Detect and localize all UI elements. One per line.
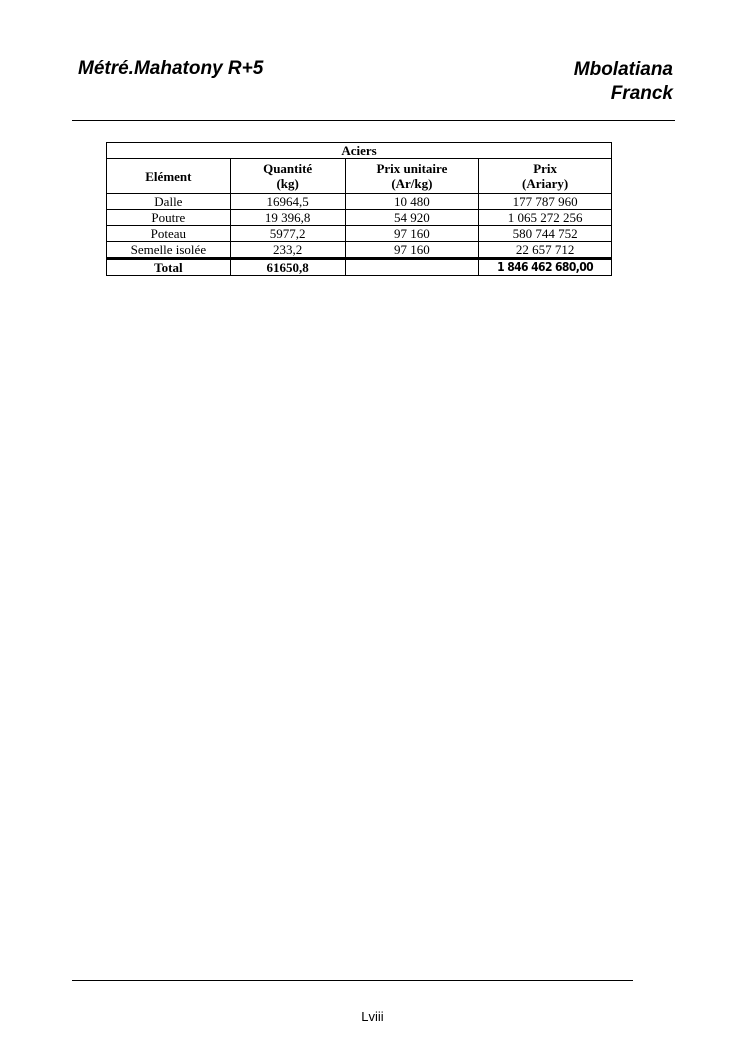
column-header-unit-price: Prix unitaire (Ar/kg) (345, 159, 479, 194)
table-row (107, 242, 612, 259)
cell-quantity: 5977,2 (230, 226, 345, 242)
cell-price: 580 744 752 (479, 226, 612, 242)
cell-element: Semelle isolée (107, 242, 231, 259)
steel-cost-table (106, 142, 612, 276)
table-caption: Aciers (107, 143, 612, 159)
cell-quantity: 19 396,8 (230, 210, 345, 226)
total-row (107, 259, 612, 276)
footer-divider (72, 980, 633, 981)
cell-price: 1 065 272 256 (479, 210, 612, 226)
table-row (107, 226, 612, 242)
cell-unit-price: 97 160 (345, 242, 479, 259)
total-unit-price (345, 259, 479, 276)
author-second-line: Franck (610, 83, 673, 104)
cell-unit-price: 54 920 (345, 210, 479, 226)
cell-element: Dalle (107, 194, 231, 210)
column-header-quantity: Quantité (kg) (230, 159, 345, 194)
document-title: Métré.Mahatony R+5 (78, 58, 264, 79)
cell-unit-price: 10 480 (345, 194, 479, 210)
column-header-element: Elément (107, 159, 231, 194)
cell-element: Poutre (107, 210, 231, 226)
page-number: Lviii (361, 1009, 384, 1024)
table-row (107, 210, 612, 226)
author-name (574, 58, 673, 106)
cell-price: 177 787 960 (479, 194, 612, 210)
column-header-price: Prix (Ariary) (479, 159, 612, 194)
total-label: Total (107, 259, 231, 276)
cell-quantity: 233,2 (230, 242, 345, 259)
author-first-line: Mbolatiana (573, 59, 673, 80)
total-quantity: 61650,8 (230, 259, 345, 276)
cell-unit-price: 97 160 (345, 226, 479, 242)
cell-quantity: 16964,5 (230, 194, 345, 210)
cell-price: 22 657 712 (479, 242, 612, 259)
header-divider (72, 120, 675, 121)
table-row (107, 194, 612, 210)
total-price: 1 846 462 680,00 (479, 259, 612, 276)
cell-element: Poteau (107, 226, 231, 242)
